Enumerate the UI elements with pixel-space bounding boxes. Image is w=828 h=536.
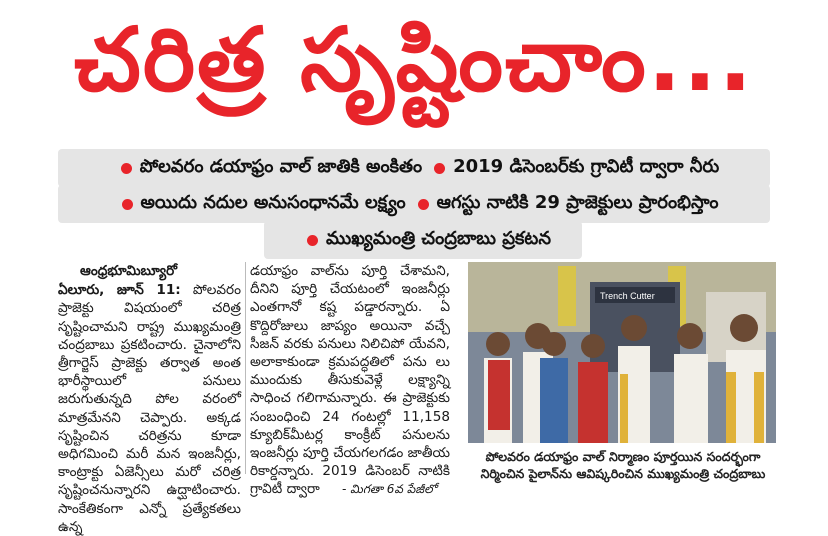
article-column-2	[250, 262, 450, 499]
dateline: ఆంధ్రభూమిబ్యూరో	[80, 263, 177, 279]
bullet-dot-icon	[307, 235, 318, 246]
article-body-2: డయాఫ్రం వాల్‌ను పూర్తి చేశామని, దీనిని పూర్తి చేయటంలో ఇంజనీర్లు ఎంతగానో కష్ట పడ్డారన్నారు. ఏ కొద్దిరోజులు జాప్యం అయినా వచ్చే సీజన్‌ వరకు పనులు నిలిచిపో యేవని, అలాకాకుండా క్రమపద్ధతిలో పను లు ముందుకు తీసుకువెళ్లే లక్ష్యాన్ని సాధించ గలిగామన్నారు. ఈ ప్రాజెక్టుకు సంబంధించి 24 గంటల్లో 11,158 క్యూబిక్‌మీటర్ల కాంక్రీట్‌ పనులను ఇంజనీర్లు పూర్తి చేయగలగడం జాతీయ రికార్డన్నారు. 2019 డిసెంబర్‌ నాటికి గ్రావిటీ ద్వారా	[250, 263, 450, 498]
highlight-bar-2	[58, 185, 770, 223]
bullet-dot-icon	[418, 199, 429, 210]
news-photo	[468, 262, 776, 443]
article-body-1: పోలవరం ప్రాజెక్టు విషయంలో చరిత్ర సృష్టించామని రాష్ట్ర ముఖ్యమంత్రి చంద్రబాబు ప్రకటించారు. చైనాలోని త్రీగార్జెస్‌ ప్రాజెక్టు తర్వాత అంత భారీస్థాయిలో పనులు జరుగుతున్నది పోల వరంలో మాత్రమేనని చెప్పారు. అక్కడ సృష్టించిన చరిత్రను కూడా అధిగమించి మరీ మన ఇంజనీర్లు, కాంట్రాక్టు ఏజెన్సీలు మరో చరిత్ర సృష్టించనున్నారని ఉద్ఘాటించారు. సాంకేతికంగా ఎన్నో ప్రత్యేకతలు ఉన్న	[58, 282, 242, 535]
article-column-1	[58, 262, 241, 536]
highlight-item: ముఖ్యమంత్రి చంద్రబాబు ప్రకటన	[295, 228, 551, 253]
trench-cutter-sign: Trench Cutter	[600, 291, 655, 301]
bullet-dot-icon	[122, 199, 133, 210]
highlight-bar-1	[58, 149, 770, 187]
bullet-dot-icon	[121, 163, 132, 174]
article-lead: ఏలూరు, జూన్‌ 11:	[58, 282, 181, 299]
highlight-item: 2019 డిసెంబర్‌కు గ్రావిటీ ద్వారా నీరు	[422, 156, 719, 181]
headline: చరిత్ర సృష్టించాం...	[73, 7, 755, 111]
highlight-item: పోలవరం డయాఫ్రం వాల్‌ జాతికి అంకితం	[109, 156, 422, 181]
highlight-item: ఆగస్టు నాటికి 29 ప్రాజెక్టులు ప్రారంభిస్తాం	[406, 192, 719, 217]
photo-illustration	[468, 262, 776, 443]
article-paragraph	[58, 281, 241, 536]
photo-caption: పోలవరం డయాఫ్రం వాల్‌ నిర్మాణం పూర్తయిన సందర్భంగా నిర్మించిన పైలాన్‌ను ఆవిష్కరించిన ముఖ్యమంత్రి చంద్రబాబు	[480, 449, 766, 481]
bullet-dot-icon	[434, 163, 445, 174]
highlight-item: అయిదు నదుల అనుసంధానమే లక్ష్యం	[110, 192, 406, 217]
column-divider	[245, 262, 246, 474]
continued-note: - మిగతా 6వ పేజీలో	[342, 482, 437, 497]
highlight-bar-3	[264, 221, 582, 259]
